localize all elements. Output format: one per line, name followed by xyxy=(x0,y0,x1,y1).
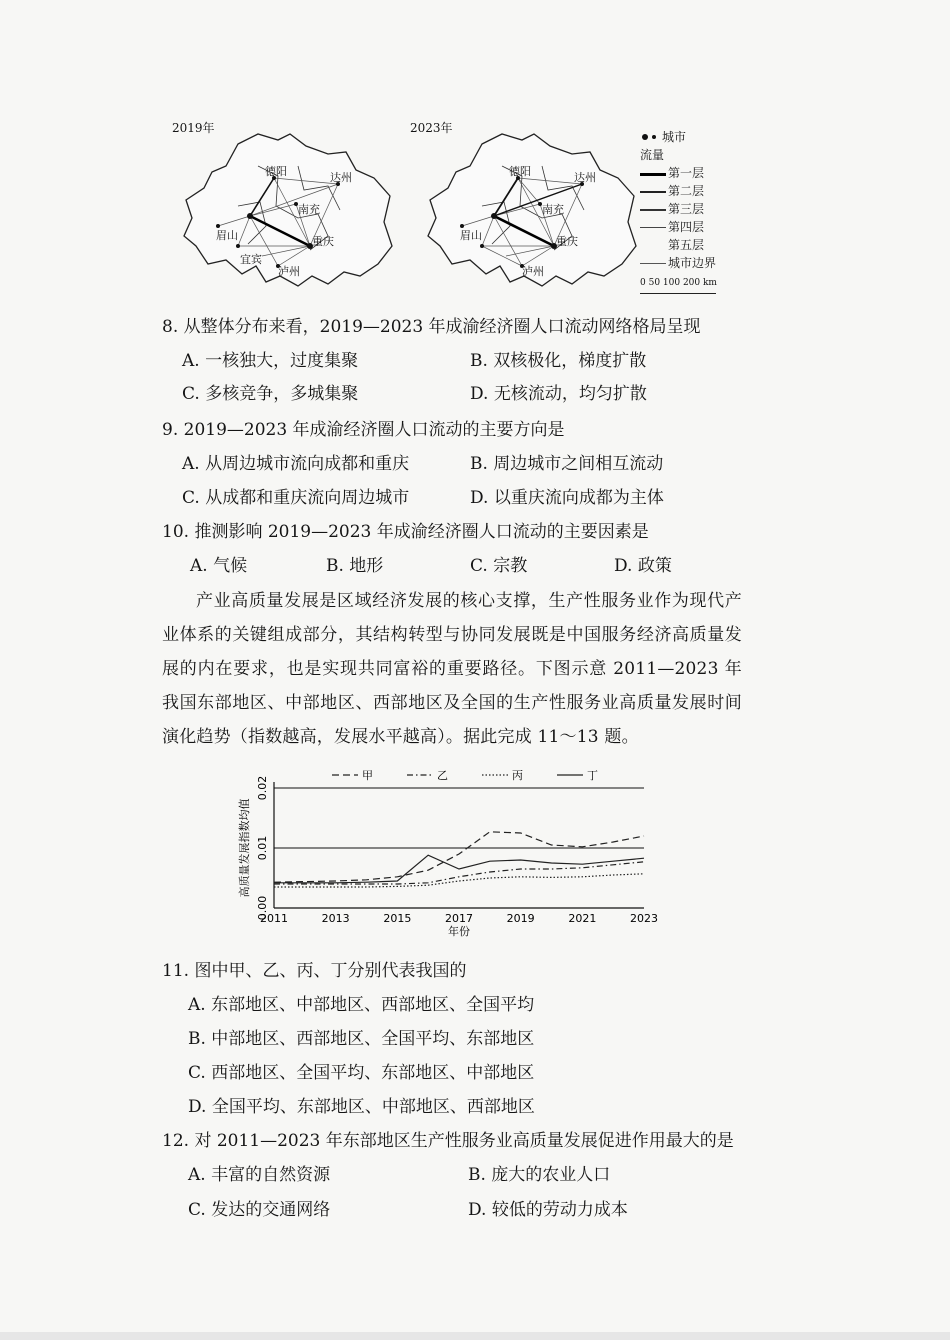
q8-option-a[interactable]: A. 一核独大，过度集聚 xyxy=(182,351,359,371)
q9-option-a[interactable]: A. 从周边城市流向成都和重庆 xyxy=(182,454,410,474)
y-tick-label-2: 0.02 xyxy=(256,775,269,801)
map-2023-label: 2023年 xyxy=(410,121,453,135)
trend-line-chart xyxy=(232,766,662,946)
q12-option-c[interactable]: C. 发达的交通网络 xyxy=(188,1200,331,1220)
q8-option-b[interactable]: B. 双核极化，梯度扩散 xyxy=(470,351,647,371)
legend-layer-3: 第三层 xyxy=(668,202,705,216)
series-line-0 xyxy=(274,832,644,882)
map-2019-city-5: 南充 xyxy=(298,203,320,216)
map-2019-city-2: 达州 xyxy=(330,171,352,184)
x-tick-label-5: 2021 xyxy=(568,912,597,925)
x-tick-label-6: 2023 xyxy=(630,912,658,925)
q10-option-b[interactable]: B. 地形 xyxy=(326,556,384,576)
city-dot-small-icon xyxy=(652,135,656,139)
legend-line-1 xyxy=(640,173,666,176)
x-axis-title: 年份 xyxy=(448,925,470,938)
q10-option-a[interactable]: A. 气候 xyxy=(190,556,248,576)
q11-option-c[interactable]: C. 西部地区、全国平均、东部地区、中部地区 xyxy=(188,1063,535,1083)
map-legend xyxy=(640,130,740,300)
legend-flow: 流量 xyxy=(640,148,665,162)
map-2023-city-2: 达州 xyxy=(574,171,596,184)
q12-option-d[interactable]: D. 较低的劳动力成本 xyxy=(468,1200,628,1220)
map-2023-city-4: 重庆 xyxy=(556,235,578,248)
x-tick-label-3: 2017 xyxy=(445,912,473,925)
legend-line-boundary xyxy=(640,263,666,264)
question-10-stem: 10. 推测影响 2019—2023 年成渝经济圈人口流动的主要因素是 xyxy=(162,522,649,542)
map-2019-city-4: 重庆 xyxy=(312,235,334,248)
x-tick-label-0: 2011 xyxy=(260,912,288,925)
map-2019-city-7: 宜宾 xyxy=(240,253,262,266)
question-8-stem: 8. 从整体分布来看，2019—2023 年成渝经济圈人口流动网络格局呈现 xyxy=(162,317,701,337)
y-tick-label-1: 0.01 xyxy=(256,835,269,861)
x-tick-label-1: 2013 xyxy=(321,912,350,925)
map-2019-label: 2019年 xyxy=(172,121,215,135)
q11-option-a[interactable]: A. 东部地区、中部地区、西部地区、全国平均 xyxy=(188,995,535,1015)
q8-option-c[interactable]: C. 多核竞争，多城集聚 xyxy=(182,384,359,404)
legend-line-3 xyxy=(640,209,666,211)
legend-label-2: 丙 xyxy=(512,769,523,782)
q9-option-c[interactable]: C. 从成都和重庆流向周边城市 xyxy=(182,488,410,508)
legend-label-0: 甲 xyxy=(362,769,373,782)
x-tick-label-4: 2019 xyxy=(506,912,535,925)
legend-layer-5: 第五层 xyxy=(668,238,705,252)
question-9-stem: 9. 2019—2023 年成渝经济圈人口流动的主要方向是 xyxy=(162,420,565,440)
scale-bar xyxy=(640,290,716,294)
scale-label: 0 50 100 200 km xyxy=(640,278,717,288)
map-2019-city-1: 德阳 xyxy=(265,165,287,178)
map-2019-city-3: 眉山 xyxy=(216,229,238,242)
q12-option-b[interactable]: B. 庞大的农业人口 xyxy=(468,1165,611,1185)
q8-option-d[interactable]: D. 无核流动，均匀扩散 xyxy=(470,384,647,404)
series-line-2 xyxy=(274,874,644,887)
legend-label-1: 乙 xyxy=(437,769,448,782)
passage-text: 产业高质量发展是区域经济发展的核心支撑，生产性服务业作为现代产业体系的关键组成部分，其结构转型与协同发展既是中国服务经济高质量发展的内在要求，也是实现共同富裕的重要路径。下图示意 2011—2023 年我国东部地区、中部地区、西部地区及全国的生产性服务业高质量发展时间演化趋势（指数越高，发展水平越高）。据此完成 11～13 题。 xyxy=(162,591,742,747)
q11-option-b[interactable]: B. 中部地区、西部地区、全国平均、东部地区 xyxy=(188,1029,535,1049)
q12-option-a[interactable]: A. 丰富的自然资源 xyxy=(188,1165,331,1185)
legend-line-2 xyxy=(640,191,666,193)
legend-layer-4: 第四层 xyxy=(668,220,705,234)
map-2019-city-6: 泸州 xyxy=(278,265,300,278)
scan-bottom-edge xyxy=(0,1332,950,1340)
map-2023-city-1: 德阳 xyxy=(509,165,531,178)
question-12-stem: 12. 对 2011—2023 年东部地区生产性服务业高质量发展促进作用最大的是 xyxy=(162,1131,734,1151)
legend-label-3: 丁 xyxy=(587,769,598,782)
map-figure xyxy=(170,118,730,298)
legend-boundary: 城市边界 xyxy=(668,256,717,270)
q10-option-c[interactable]: C. 宗教 xyxy=(470,556,528,576)
map-2023-city-6: 泸州 xyxy=(522,265,544,278)
legend-layer-2: 第二层 xyxy=(668,184,705,198)
map-2023-city-3: 眉山 xyxy=(460,229,482,242)
y-tick-label-0: 0.00 xyxy=(256,895,269,921)
legend-line-4 xyxy=(640,227,666,228)
x-tick-label-2: 2015 xyxy=(383,912,412,925)
city-dot-icon xyxy=(642,134,648,140)
map-2023-city-5: 南充 xyxy=(542,203,564,216)
series-line-3 xyxy=(274,855,644,883)
q11-option-d[interactable]: D. 全国平均、东部地区、中部地区、西部地区 xyxy=(188,1097,535,1117)
legend-city: 城市 xyxy=(662,130,687,144)
q9-option-b[interactable]: B. 周边城市之间相互流动 xyxy=(470,454,664,474)
q10-option-d[interactable]: D. 政策 xyxy=(614,556,672,576)
question-11-stem: 11. 图中甲、乙、丙、丁分别代表我国的 xyxy=(162,961,467,981)
q9-option-d[interactable]: D. 以重庆流向成都为主体 xyxy=(470,488,664,508)
y-axis-title: 高质量发展指数均值 xyxy=(238,798,251,898)
legend-layer-1: 第一层 xyxy=(668,166,705,180)
